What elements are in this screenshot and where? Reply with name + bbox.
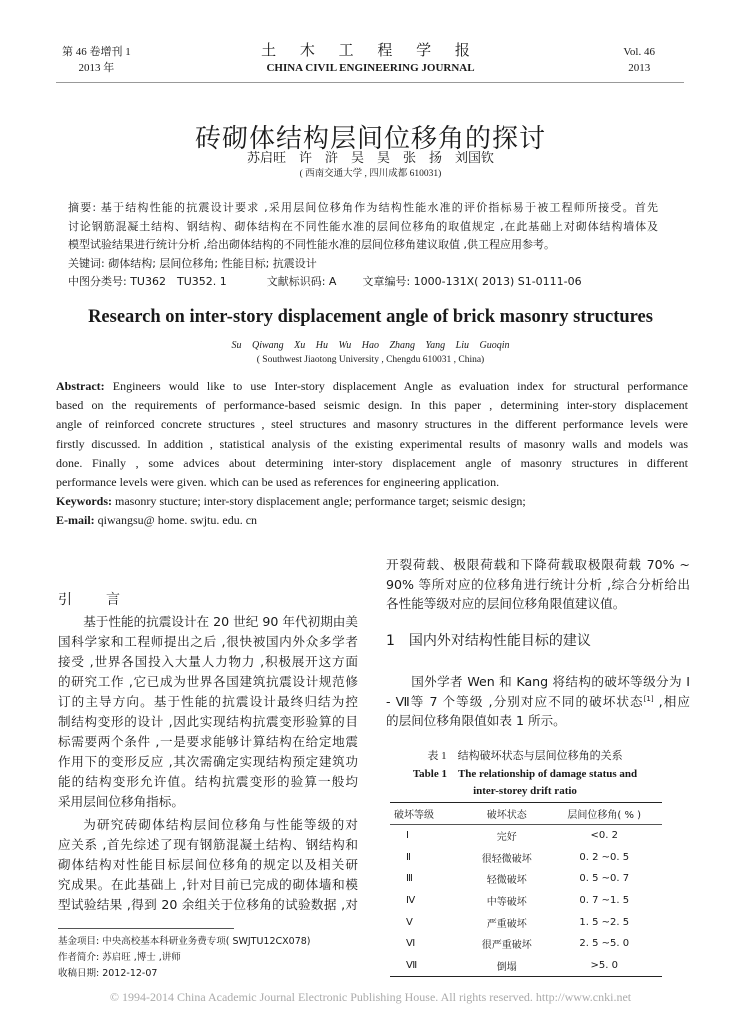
footnote-received: 收稿日期: 2012-12-07 [58,968,158,979]
footnote-author: 作者简介: 苏启旺 ,博士 ,讲师 [58,952,181,963]
damage-status: 中等破坏 [486,897,527,909]
footnote-divider [58,928,234,929]
title-cn: 砖砌体结构层间位移角的探讨 [194,124,546,154]
text-line: 基于性能的抗震设计在 20 世纪 90 年代初期由美 [83,614,358,629]
abstract-cn [68,199,658,292]
text-line: 各性能等级对应的层间位移角限值建议值。 [386,596,626,611]
intro-paragraph-1 [58,612,358,812]
affiliation-cn: ( 西南交通大学 , 四川成都 610031) [299,169,442,179]
column-header: 层间位移角( % ) [546,803,662,825]
abstract-en-line: done. Finally , some advices about determining inter-story displacement angle of masonry structures in different [56,455,688,470]
damage-status: 很严重破坏 [481,940,532,952]
damage-status: 轻微破坏 [486,875,527,887]
section-1-heading: 1 国内外对结构性能目标的建议 [386,633,591,649]
damage-table [390,802,662,977]
document-code: 文献标识码: A [266,275,337,288]
affiliation-en: ( Southwest Jiaotong University , Chengdu 610031 , China) [256,355,485,365]
year-cn: 2013 年 [78,62,115,74]
header-divider [56,82,684,83]
damage-grade: Ⅴ [406,916,413,928]
journal-name-en: CHINA CIVIL ENGINEERING JOURNAL [266,62,475,74]
journal-name-cn: 土 木 工 程 学 报 [261,43,480,59]
keywords-cn: 关键词: 砌体结构; 层间位移角; 性能目标; 抗震设计 [68,256,317,270]
damage-status: 倒塌 [496,961,517,973]
drift-ratio: 0. 2 ~0. 5 [579,851,630,863]
intro-heading-char: 引 [58,592,72,608]
table-row [390,847,662,869]
text-line: 能的结构变形允许值。结构抗震变形的验算一般均 [58,774,358,789]
copyright-notice: © 1994-2014 China Academic Journal Electronic Publishing House. All rights reserved. http://www.cnki.net [109,990,632,1004]
keywords-en [56,492,688,511]
keywords-label: Keywords: [56,494,112,509]
header-vol-en [623,44,655,76]
drift-ratio: 2. 5 ~5. 0 [579,938,630,950]
email-label: E-mail: [56,513,95,528]
footnote-funding: 基金项目: 中央高校基本科研业务费专项( SWJTU12CX078) [58,936,311,947]
text-line: 制结构变形的设计 ,因此实现结构抗震变形验算的目 [58,714,358,729]
email-line [56,511,688,530]
header-journal [200,42,541,76]
table-row [390,890,662,912]
intro-paragraph-2 [58,815,358,915]
table-row [390,825,662,847]
text-line: 国科学家和工程师提出之后 ,很快被国内外众多学者 [58,634,358,649]
table-row [390,955,662,977]
clc-number: 中图分类号: TU362 TU352. 1 [68,275,227,288]
drift-ratio: 0. 5 ~0. 7 [579,873,630,885]
text-span: ,相应 [653,693,690,709]
text-line: 开裂荷载、极限荷载和下降荷载取极限荷载 70% ~ [386,557,690,572]
abstract-cn-line: 摘要: 基于结构性能的抗震设计要求 ,采用层间位移角作为结构性能水准的评价指标易于被工程师所接受。首先 [68,201,658,214]
text-line: 国外学者 Wen 和 Kang 将结构的破坏等级分为 Ⅰ [411,674,690,689]
damage-grade: Ⅶ [406,959,418,971]
table-caption-cn: 表 1 结构破坏状态与层间位移角的关系 [427,750,623,762]
table-caption-en: Table 1 The relationship of damage status and [412,767,638,780]
text-line: 90% 等所对应的位移角进行统计分析 ,综合分析给出 [386,576,690,592]
damage-grade: Ⅲ [406,873,413,885]
title-en: Research on inter-story displacement angle of brick masonry structures [88,307,653,327]
text-line: 究成果。在此基础上 ,针对目前已完成的砌体墙和模 [58,877,358,892]
classification-line [68,273,658,292]
table-row [390,911,662,933]
text-line: 标需要两个条件 ,一是要求能够计算结构在给定地震 [58,734,358,749]
damage-grade: Ⅳ [406,895,416,907]
abstract-en-line: based on the requirements of performance-based seismic design. In this paper , determining inter-story displacement [56,398,688,413]
text-line: 接受 ,世界各国投入大量人力物力 ,积极展开这方面 [58,654,358,669]
drift-ratio: <0. 2 [590,830,618,842]
text-line: 作用下的变形反应 ,其次需确定实现结构预定建筑功 [58,754,358,769]
text-line: 的层间位移角限值如表 1 所示。 [386,713,566,728]
citation[interactable]: [1] [643,694,654,703]
damage-grade: Ⅰ [406,830,409,842]
table-caption [380,748,670,801]
text-line: 型试验结果 ,得到 20 余组关于位移角的试验数据 ,对 [58,897,358,912]
section-1-paragraph [386,672,690,731]
text-line: 订的主导方向。基于性能的抗震设计最终归结为控 [58,694,358,709]
damage-status: 完好 [496,832,517,844]
table-row [390,933,662,955]
volume-cn: 第 46 卷增刊 1 [62,46,131,58]
drift-ratio: >5. 0 [590,959,618,971]
damage-grade: Ⅵ [406,938,416,950]
text-line [386,692,690,712]
authors-cn: 苏启旺 许 浒 吴 昊 张 扬 刘国钦 [246,151,494,166]
text-line: 采用层间位移角指标。 [58,794,184,809]
abstract-en [56,377,688,531]
drift-ratio: 0. 7 ~1. 5 [579,895,630,907]
text-line: 为研究砖砌体结构层间位移角与性能等级的对 [83,817,358,832]
header-volume [62,44,131,76]
table-caption-en: inter-storey drift ratio [473,785,577,797]
intro-heading [58,592,154,609]
keywords-text: masonry stucture; inter-story displacement angle; performance target; seismic design; [115,494,526,509]
damage-grade: Ⅱ [406,851,411,863]
abstract-cn-line: 讨论钢筋混凝土结构、钢结构、砌体结构在不同性能水准的层间位移角的取值规定 ,在此基础上对砌体结构墙体及 [68,219,658,233]
column-header: 破坏等级 [390,803,467,825]
abstract-label: Abstract: [56,379,105,393]
paragraph-continued [386,555,690,614]
abstract-cn-line: 模型试验结果进行统计分析 ,给出砌体结构的不同性能水准的层间位移角建议取值 ,供工程应用参考。 [68,238,555,251]
volume-en: Vol. 46 [623,46,655,58]
text-line: 应关系 ,首先综述了现有钢筋混凝土结构、钢结构和 [58,837,358,852]
text-line: 砌体结构对性能目标层间位移角的规定以及相关研 [58,857,358,872]
table-row [390,868,662,890]
damage-status: 很轻微破坏 [481,853,532,865]
drift-ratio: 1. 5 ~2. 5 [579,916,630,928]
damage-status: 严重破坏 [486,918,527,930]
footnotes [58,934,311,982]
authors-en: Su Qiwang Xu Hu Wu Hao Zhang Yang Liu Guoqin [231,340,510,351]
year-en: 2013 [628,62,651,74]
column-header: 破坏状态 [467,803,546,825]
table-header-row [390,803,662,825]
intro-heading-char: 言 [106,592,120,608]
email-address: qiwangsu@ home. swjtu. edu. cn [97,513,258,528]
abstract-en-line: firstly discussed. In addition , statistical analysis of the existing experimental results of masonry walls and models was [56,436,688,451]
article-number: 文章编号: 1000-131X( 2013) S1-0111-06 [362,275,582,288]
abstract-en-line [56,377,688,396]
abstract-en-line: angle of reinforced concrete structures , steel structures and masonry structures in the different performance levels were [56,417,688,432]
text-line: 的研究工作 ,它已成为世界各国建筑抗震设计规范修 [58,674,358,689]
abstract-en-line: performance levels were given. which can be used as references for engineering application. [56,475,500,490]
text-span: - Ⅶ等 7 个等级 ,分别对应不同的破坏状态 [386,693,644,709]
abstract-en-text: Engineers would like to use Inter-story displacement Angle as evaluation index for structural performance [112,379,688,393]
